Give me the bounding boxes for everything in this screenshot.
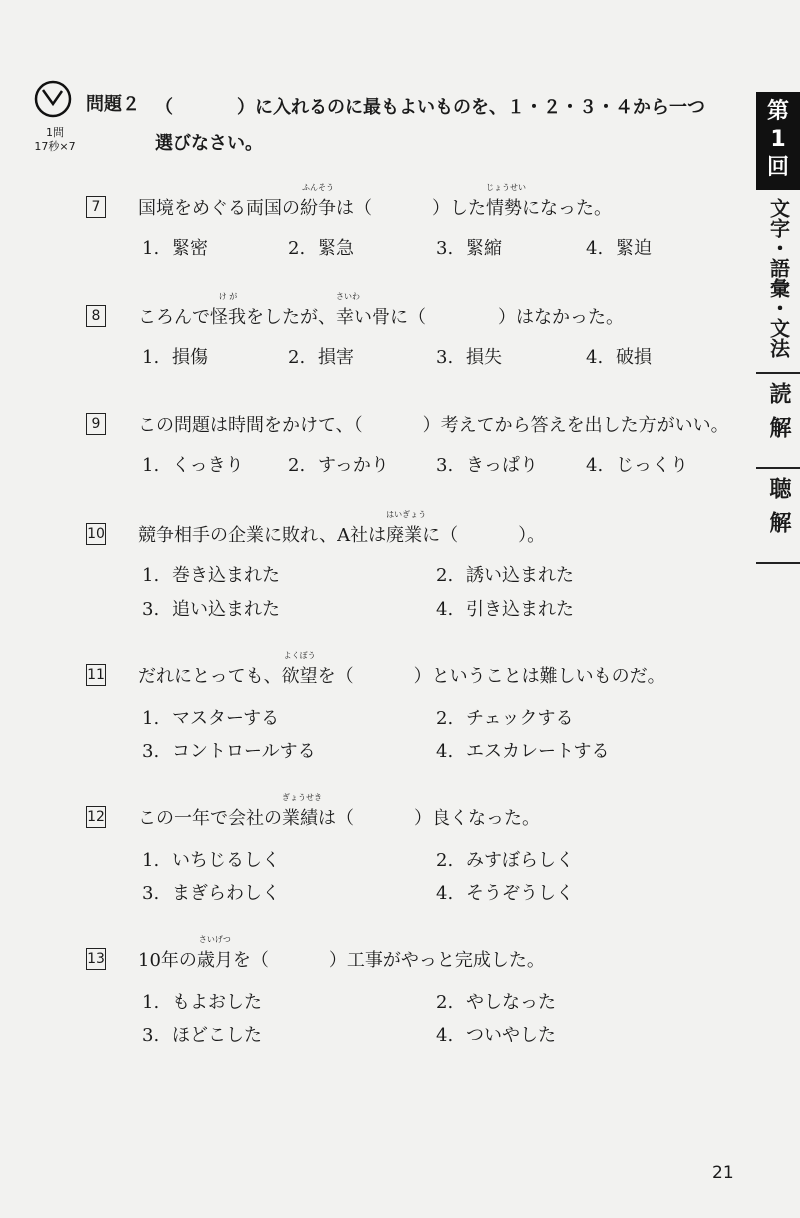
ruby-word: [386, 510, 427, 547]
tab-current-round: [756, 92, 800, 190]
option-text: まぎらわしく: [172, 883, 280, 904]
ruby-base: 歳月: [196, 950, 233, 971]
option-2[interactable]: [436, 561, 574, 587]
option-4[interactable]: [586, 451, 688, 477]
ruby-reading: じょうせい: [486, 183, 526, 192]
stem-text: ）。: [518, 525, 546, 546]
option-text: マスターする: [172, 708, 280, 729]
option-text: 誘い込まれた: [466, 565, 574, 586]
option-number: 1.: [142, 992, 160, 1013]
problem-title: 問題２: [86, 94, 140, 115]
option-number: 1.: [142, 455, 160, 476]
option-text: そうぞうしく: [466, 883, 574, 904]
ruby-word: [300, 183, 336, 220]
stem-text: を（: [317, 666, 354, 687]
stem-text: をしたが、: [246, 307, 336, 328]
tab-listening-label: 聴解: [766, 477, 791, 545]
stem-text: この問題は時間をかけて、（: [138, 415, 363, 436]
option-text: チェックする: [466, 708, 574, 729]
option-4[interactable]: [436, 737, 609, 763]
stem-text: になった。: [522, 198, 612, 219]
option-number: 4.: [586, 238, 604, 259]
stem-text: ）考えてから答えを出した方がいい。: [422, 415, 729, 436]
stem-text: この一年で会社の: [138, 808, 282, 829]
option-number: 3.: [436, 238, 454, 259]
stem-text: は（: [336, 198, 372, 219]
option-number: 3.: [142, 599, 160, 620]
question-stem: [138, 183, 612, 220]
stem-text: ）工事がやっと完成した。: [328, 950, 545, 971]
ruby-word: [196, 935, 233, 972]
option-text: すっかり: [318, 455, 389, 476]
option-2[interactable]: [288, 343, 354, 369]
option-text: 緊急: [318, 238, 354, 259]
ruby-base: 廃業: [386, 525, 423, 546]
option-text: エスカレートする: [466, 741, 610, 762]
question-stem: [138, 935, 545, 972]
option-number: 1.: [142, 708, 160, 729]
option-number: 4.: [436, 883, 454, 904]
option-text: 緊迫: [616, 238, 652, 259]
option-4[interactable]: [436, 879, 574, 905]
instruction: [155, 90, 715, 162]
tab-vocab-grammar-label: 文字・語彙・文法: [766, 198, 791, 358]
ruby-reading: ぎょうせき: [282, 793, 322, 802]
stem-text: だれにとっても、: [138, 666, 282, 687]
option-text: 引き込まれた: [466, 599, 574, 620]
tab-reading: [756, 374, 800, 469]
option-3[interactable]: [436, 451, 538, 477]
ruby-base: 怪我: [210, 307, 246, 328]
option-number: 2.: [288, 347, 306, 368]
option-2[interactable]: [436, 704, 573, 730]
question-number: 12: [86, 806, 106, 828]
question-number: 8: [86, 305, 106, 327]
option-3[interactable]: [142, 737, 316, 763]
stem-text: に（: [422, 525, 459, 546]
stem-text: を（: [232, 950, 269, 971]
tab-reading-label: 読解: [766, 382, 791, 450]
option-number: 2.: [288, 238, 306, 259]
option-number: 4.: [586, 455, 604, 476]
option-number: 3.: [142, 883, 160, 904]
option-number: 1.: [142, 347, 160, 368]
option-text: ほどこした: [172, 1025, 262, 1046]
option-1[interactable]: [142, 343, 208, 369]
option-number: 3.: [142, 741, 160, 762]
option-number: 1.: [142, 850, 160, 871]
option-number: 1.: [142, 238, 160, 259]
option-4[interactable]: [436, 1021, 556, 1047]
option-text: 損傷: [172, 347, 208, 368]
option-3[interactable]: [142, 879, 280, 905]
ruby-base: 欲望: [281, 666, 318, 687]
option-text: 緊密: [172, 238, 208, 259]
ruby-word: [336, 292, 360, 329]
tab-vocab-grammar: [756, 190, 800, 374]
stem-text: 10年の: [138, 950, 197, 971]
option-text: いちじるしく: [172, 850, 280, 871]
question-stem: [138, 793, 540, 830]
option-4[interactable]: [586, 343, 652, 369]
ruby-reading: ふんそう: [302, 183, 334, 192]
stem-text: 競争相手の企業に敗れ、A社は: [138, 525, 387, 546]
ruby-base: 幸: [336, 307, 354, 328]
option-text: 損失: [466, 347, 502, 368]
clock-icon: [34, 80, 72, 118]
option-text: くっきり: [172, 455, 244, 476]
option-3[interactable]: [436, 234, 502, 260]
option-3[interactable]: [436, 343, 502, 369]
question-number: 10: [86, 523, 106, 545]
option-1[interactable]: [142, 704, 279, 730]
question-number: 7: [86, 196, 106, 218]
ruby-word: [281, 651, 318, 688]
timer-label-seconds: 17秒×7: [34, 140, 76, 153]
ruby-word: [282, 793, 322, 830]
option-1[interactable]: [142, 561, 280, 587]
question-stem: [138, 292, 624, 329]
stem-text: は（: [318, 808, 354, 829]
ruby-word: [486, 183, 526, 220]
option-3[interactable]: [142, 1021, 262, 1047]
ruby-reading: さいわ: [336, 292, 360, 301]
question-number: 9: [86, 413, 106, 435]
stem-text: ）ということは難しいものだ。: [413, 666, 666, 687]
page-number: 21: [712, 1163, 734, 1183]
ruby-reading: さいげつ: [198, 935, 231, 944]
timer-label-count: 1問: [46, 126, 64, 139]
option-number: 4.: [436, 1025, 454, 1046]
option-1[interactable]: [142, 988, 262, 1014]
option-text: みすぼらしく: [466, 850, 574, 871]
question-number: 11: [86, 664, 106, 686]
instruction-line2: 選びなさい。: [155, 133, 263, 154]
tab-round-prefix: 第: [766, 99, 789, 124]
option-number: 3.: [142, 1025, 160, 1046]
stem-text: ）良くなった。: [414, 808, 540, 829]
option-4[interactable]: [586, 234, 652, 260]
ruby-base: 業績: [282, 808, 318, 829]
option-number: 2.: [436, 565, 454, 586]
question-stem: [138, 651, 666, 688]
option-2[interactable]: [288, 234, 354, 260]
timer-label: [26, 126, 84, 154]
option-number: 1.: [142, 565, 160, 586]
option-2[interactable]: [436, 846, 574, 872]
stem-text: 国境をめぐる両国の: [138, 198, 300, 219]
option-1[interactable]: [142, 846, 280, 872]
ruby-base: 紛争: [300, 198, 336, 219]
option-text: 追い込まれた: [172, 599, 280, 620]
option-number: 4.: [436, 741, 454, 762]
tab-listening: [756, 469, 800, 564]
option-number: 2.: [436, 708, 454, 729]
tab-round-suffix: 回: [766, 155, 789, 180]
instruction-text: ）に入れるのに最もよいものを、１・２・３・４から一つ: [237, 97, 705, 118]
ruby-reading: よくぼう: [283, 651, 316, 660]
stem-text: い骨に（ ）はなかった。: [354, 307, 624, 328]
ruby-reading: け が: [218, 292, 238, 301]
option-text: 破損: [616, 347, 652, 368]
section-side-tab: [756, 92, 800, 564]
option-number: 4.: [436, 599, 454, 620]
ruby-reading: はいぎょう: [386, 510, 427, 519]
option-text: ついやした: [466, 1025, 556, 1046]
instruction-open: （: [155, 97, 173, 118]
option-number: 2.: [436, 992, 454, 1013]
tab-round-number: 1: [770, 127, 786, 152]
option-3[interactable]: [142, 595, 280, 621]
option-number: 2.: [288, 455, 306, 476]
option-text: きっぱり: [466, 455, 538, 476]
option-1[interactable]: [142, 451, 244, 477]
option-number: 3.: [436, 455, 454, 476]
stem-text: ころんで: [138, 307, 210, 328]
option-2[interactable]: [288, 451, 389, 477]
option-number: 3.: [436, 347, 454, 368]
option-1[interactable]: [142, 234, 208, 260]
question-number: 13: [86, 948, 106, 970]
option-number: 2.: [436, 850, 454, 871]
option-text: 巻き込まれた: [172, 565, 280, 586]
question-stem: [138, 510, 546, 547]
option-text: じっくり: [616, 455, 688, 476]
option-text: 損害: [318, 347, 354, 368]
option-text: やしなった: [466, 992, 556, 1013]
option-text: もよおした: [172, 992, 262, 1013]
option-text: 緊縮: [466, 238, 502, 259]
option-2[interactable]: [436, 988, 556, 1014]
option-4[interactable]: [436, 595, 574, 621]
question-stem: [138, 411, 729, 437]
option-number: 4.: [586, 347, 604, 368]
option-text: コントロールする: [172, 741, 316, 762]
ruby-base: 情勢: [486, 198, 522, 219]
stem-text: ）した: [432, 198, 486, 219]
ruby-word: [210, 292, 246, 329]
